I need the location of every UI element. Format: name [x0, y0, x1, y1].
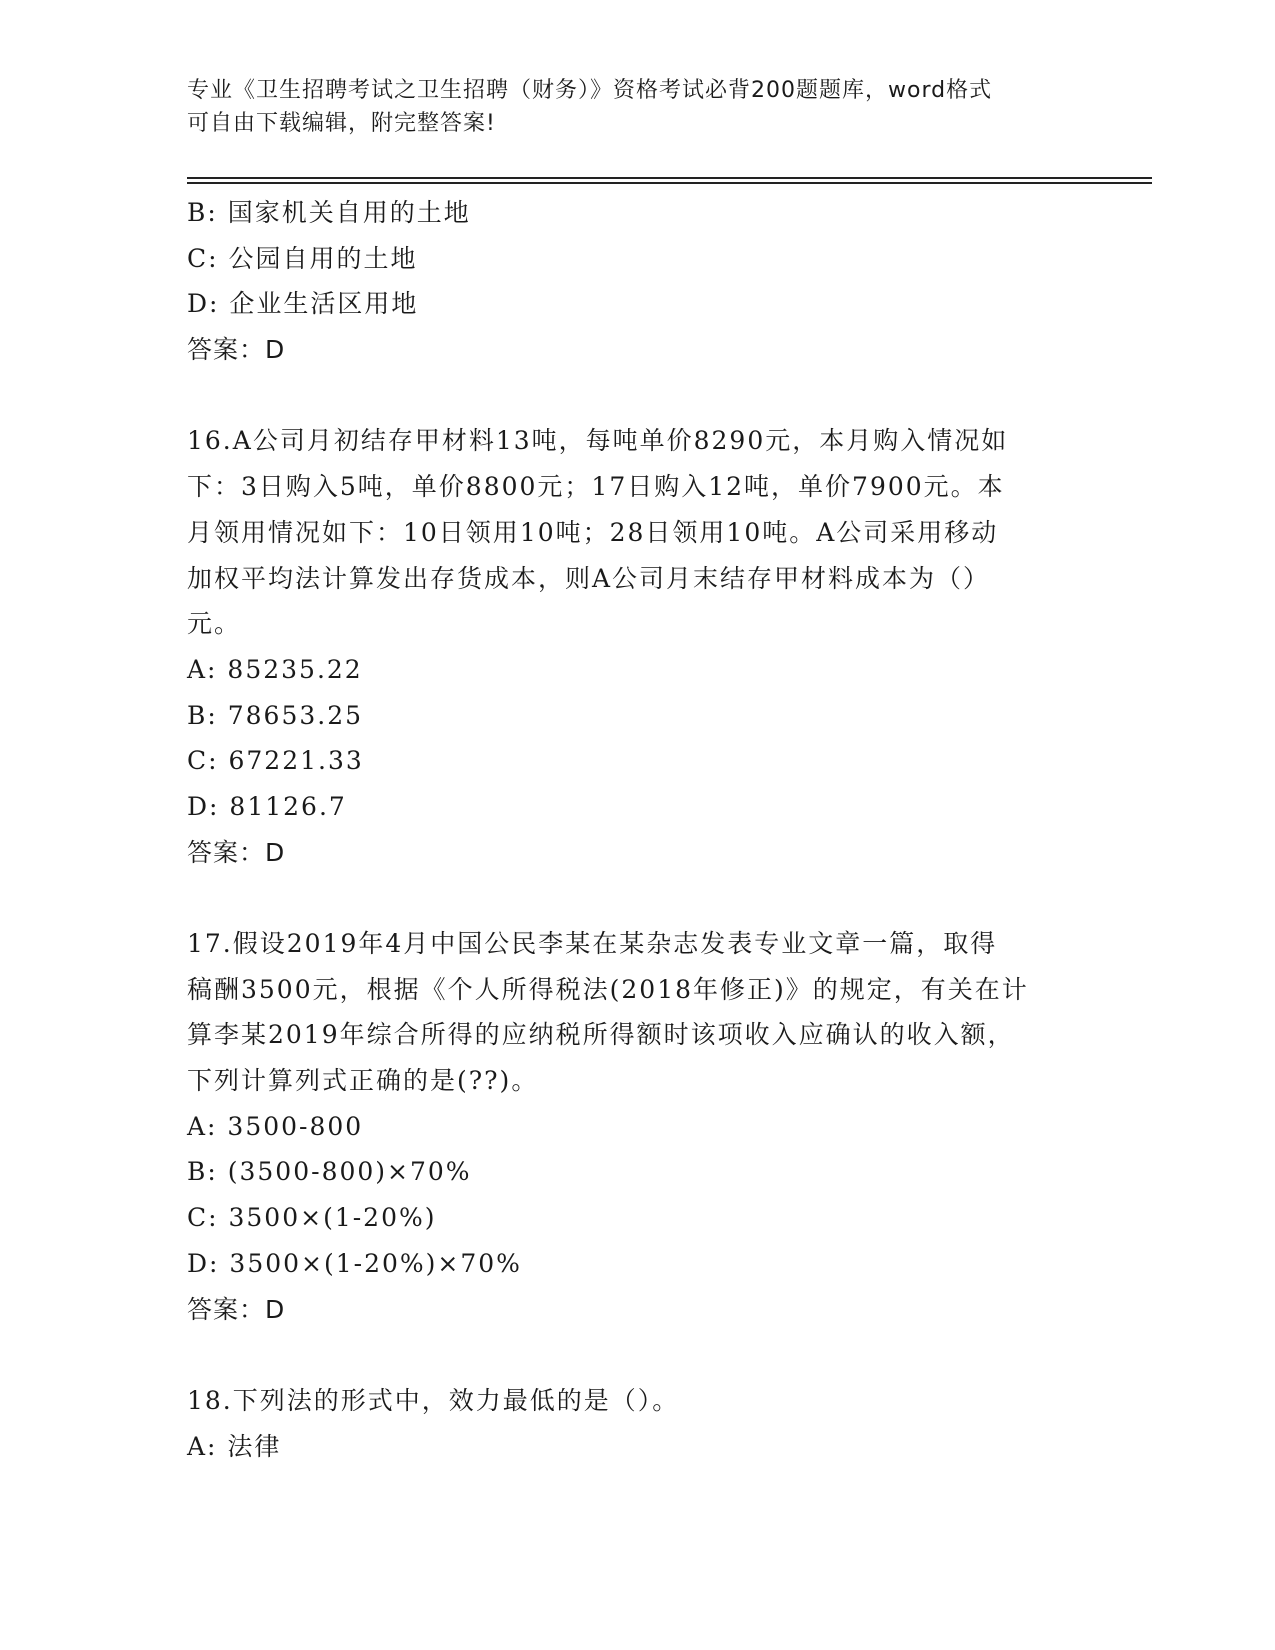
question-text-line: 稿酬3500元，根据《个人所得税法(2018年修正)》的规定，有关在计 — [187, 974, 1029, 1004]
spacer — [187, 373, 1087, 419]
question-text-line: 下：3日购入5吨，单价8800元；17日购入12吨，单价7900元。本 — [187, 472, 1005, 502]
question-text-line: 18.下列法的形式中，效力最低的是（）。 — [187, 1385, 680, 1415]
option-b: B: (3500-800)×70% — [187, 1157, 472, 1187]
answer-line: 答案：D — [187, 837, 286, 867]
header-divider-bottom — [187, 182, 1152, 184]
option-c: C: 3500×(1-20%) — [187, 1203, 437, 1233]
question-text-line: 加权平均法计算发出存货成本，则A公司月末结存甲材料成本为（） — [187, 563, 991, 593]
option-b: B: 国家机关自用的土地 — [187, 198, 471, 227]
option-c: C: 67221.33 — [187, 746, 364, 776]
question-17 — [187, 921, 1087, 1332]
option-b: B: 78653.25 — [187, 700, 364, 730]
answer-line: 答案：D — [187, 1294, 286, 1324]
header-title-line-2: 可自由下载编辑，附完整答案! — [187, 111, 496, 136]
question-text-line: 17.假设2019年4月中国公民李某在某杂志发表专业文章一篇，取得 — [187, 929, 998, 958]
document-header — [187, 74, 1067, 140]
question-text-line: 算李某2019年综合所得的应纳税所得额时该项收入应确认的收入额， — [187, 1020, 1015, 1050]
spacer — [187, 1332, 1087, 1378]
question-15-tail — [187, 190, 1087, 373]
option-d: D: 81126.7 — [187, 791, 347, 821]
option-a: A: 法律 — [187, 1431, 282, 1461]
spacer — [187, 875, 1087, 921]
question-text-line: 下列计算列式正确的是(??)。 — [187, 1066, 539, 1096]
header-divider-top — [187, 177, 1152, 179]
header-title-line-1: 专业《卫生招聘考试之卫生招聘（财务）》资格考试必背200题题库，word格式 — [187, 78, 993, 103]
option-d: D: 3500×(1-20%)×70% — [187, 1248, 522, 1278]
question-text-line: 元。 — [187, 609, 242, 639]
answer-line: 答案：D — [187, 335, 286, 365]
question-text-line: 月领用情况如下：10日领用10吨；28日领用10吨。A公司采用移动 — [187, 517, 999, 547]
question-16 — [187, 418, 1087, 875]
option-d: D: 企业生活区用地 — [187, 289, 419, 319]
option-a: A: 3500-800 — [187, 1111, 364, 1141]
question-text-line: 16.A公司月初结存甲材料13吨，每吨单价8290元，本月购入情况如 — [187, 426, 1009, 456]
question-list — [187, 190, 1087, 1469]
option-a: A: 85235.22 — [187, 654, 363, 684]
option-c: C: 公园自用的土地 — [187, 243, 418, 273]
question-18 — [187, 1378, 1087, 1469]
